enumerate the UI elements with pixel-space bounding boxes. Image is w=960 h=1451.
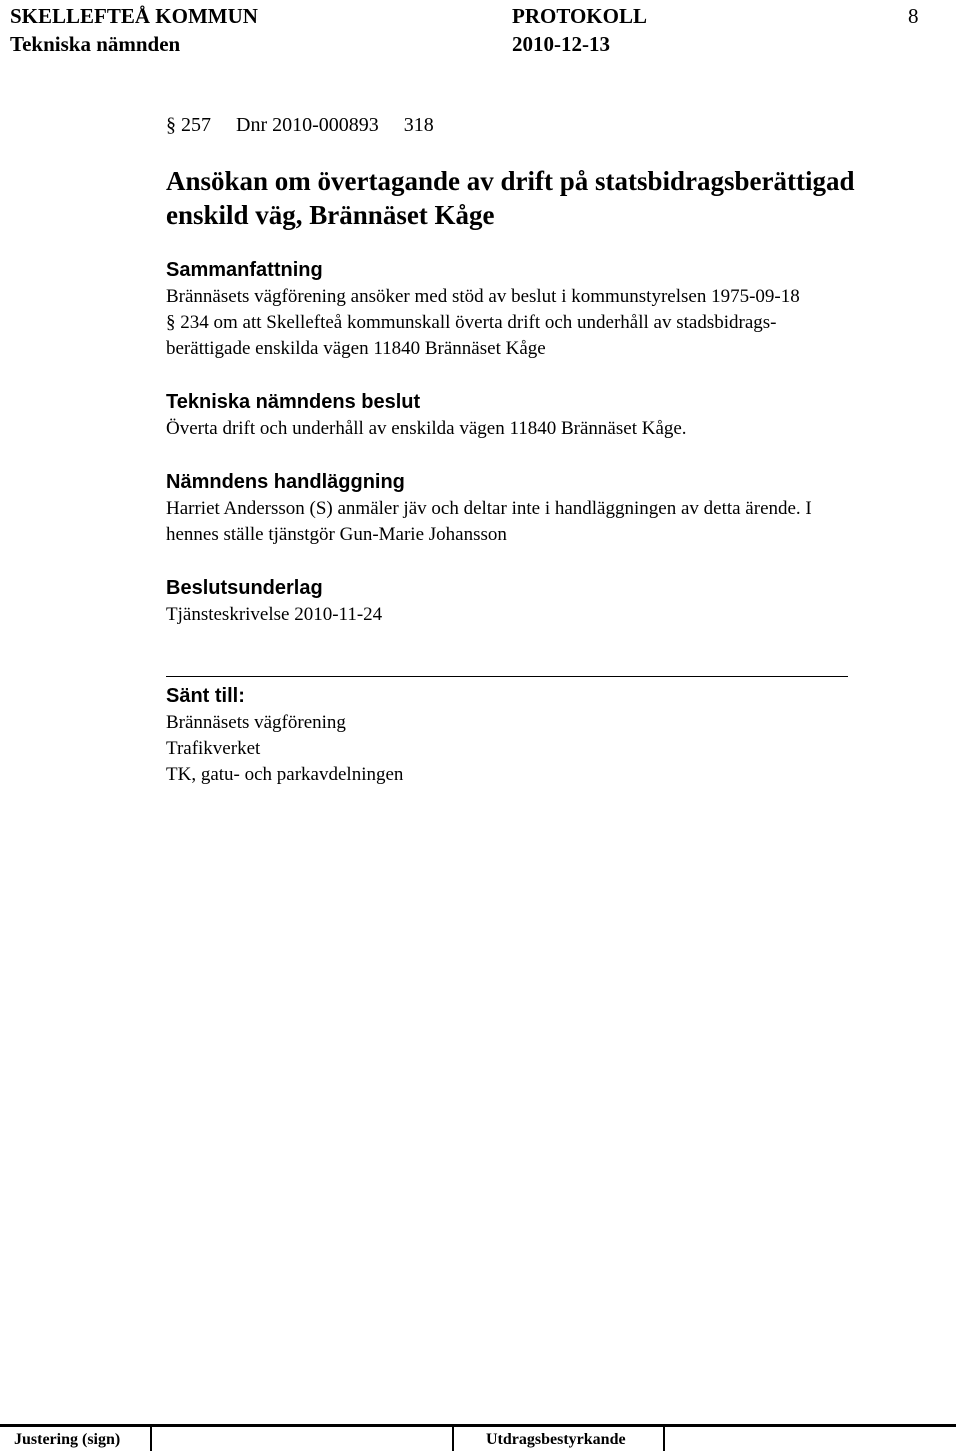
handling-line2: hennes ställe tjänstgör Gun-Marie Johansson — [166, 524, 507, 545]
section-title-line2: enskild väg, Brännäset Kåge — [166, 200, 495, 230]
footer-signature-label: Justering (sign) — [14, 1431, 121, 1448]
footer-certification-label: Utdragsbestyrkande — [486, 1431, 626, 1448]
summary-line1: Brännäsets vägförening ansöker med stöd av beslut i kommunstyrelsen 1975-09-18 — [166, 286, 800, 307]
section-reference: § 257 Dnr 2010-000893 318 — [166, 114, 434, 136]
page-number: 8 — [908, 4, 919, 28]
summary-line2: § 234 om att Skellefteå kommunskall överta drift och underhåll av stadsbidrags- — [166, 312, 777, 333]
recipient-item: Brännäsets vägförening — [166, 712, 346, 733]
decision-heading: Tekniska nämndens beslut — [166, 391, 421, 413]
handling-line1: Harriet Andersson (S) anmäler jäv och deltar inte i handläggningen av detta ärende. I — [166, 498, 812, 519]
committee-name: Tekniska nämnden — [10, 32, 181, 56]
recipient-item: TK, gatu- och parkavdelningen — [166, 764, 404, 785]
meeting-date: 2010-12-13 — [512, 32, 610, 56]
separator-line — [166, 676, 848, 677]
handling-heading: Nämndens handläggning — [166, 471, 405, 493]
recipient-item: Trafikverket — [166, 738, 261, 759]
basis-heading: Beslutsunderlag — [166, 577, 323, 599]
section-title-line1: Ansökan om övertagande av drift på statsbidragsberättigad — [166, 166, 855, 196]
decision-text: Överta drift och underhåll av enskilda vägen 11840 Brännäset Kåge. — [166, 418, 687, 439]
footer-rule — [0, 1424, 956, 1427]
summary-heading: Sammanfattning — [166, 259, 323, 281]
footer-divider — [663, 1427, 665, 1451]
footer-divider — [452, 1427, 454, 1451]
document-type: PROTOKOLL — [512, 4, 647, 28]
sent-to-heading: Sänt till: — [166, 685, 245, 707]
org-name: SKELLEFTEÅ KOMMUN — [10, 4, 258, 28]
basis-text: Tjänsteskrivelse 2010-11-24 — [166, 604, 383, 625]
footer-divider — [150, 1427, 152, 1451]
summary-line3: berättigade enskilda vägen 11840 Brännäset Kåge — [166, 338, 546, 359]
